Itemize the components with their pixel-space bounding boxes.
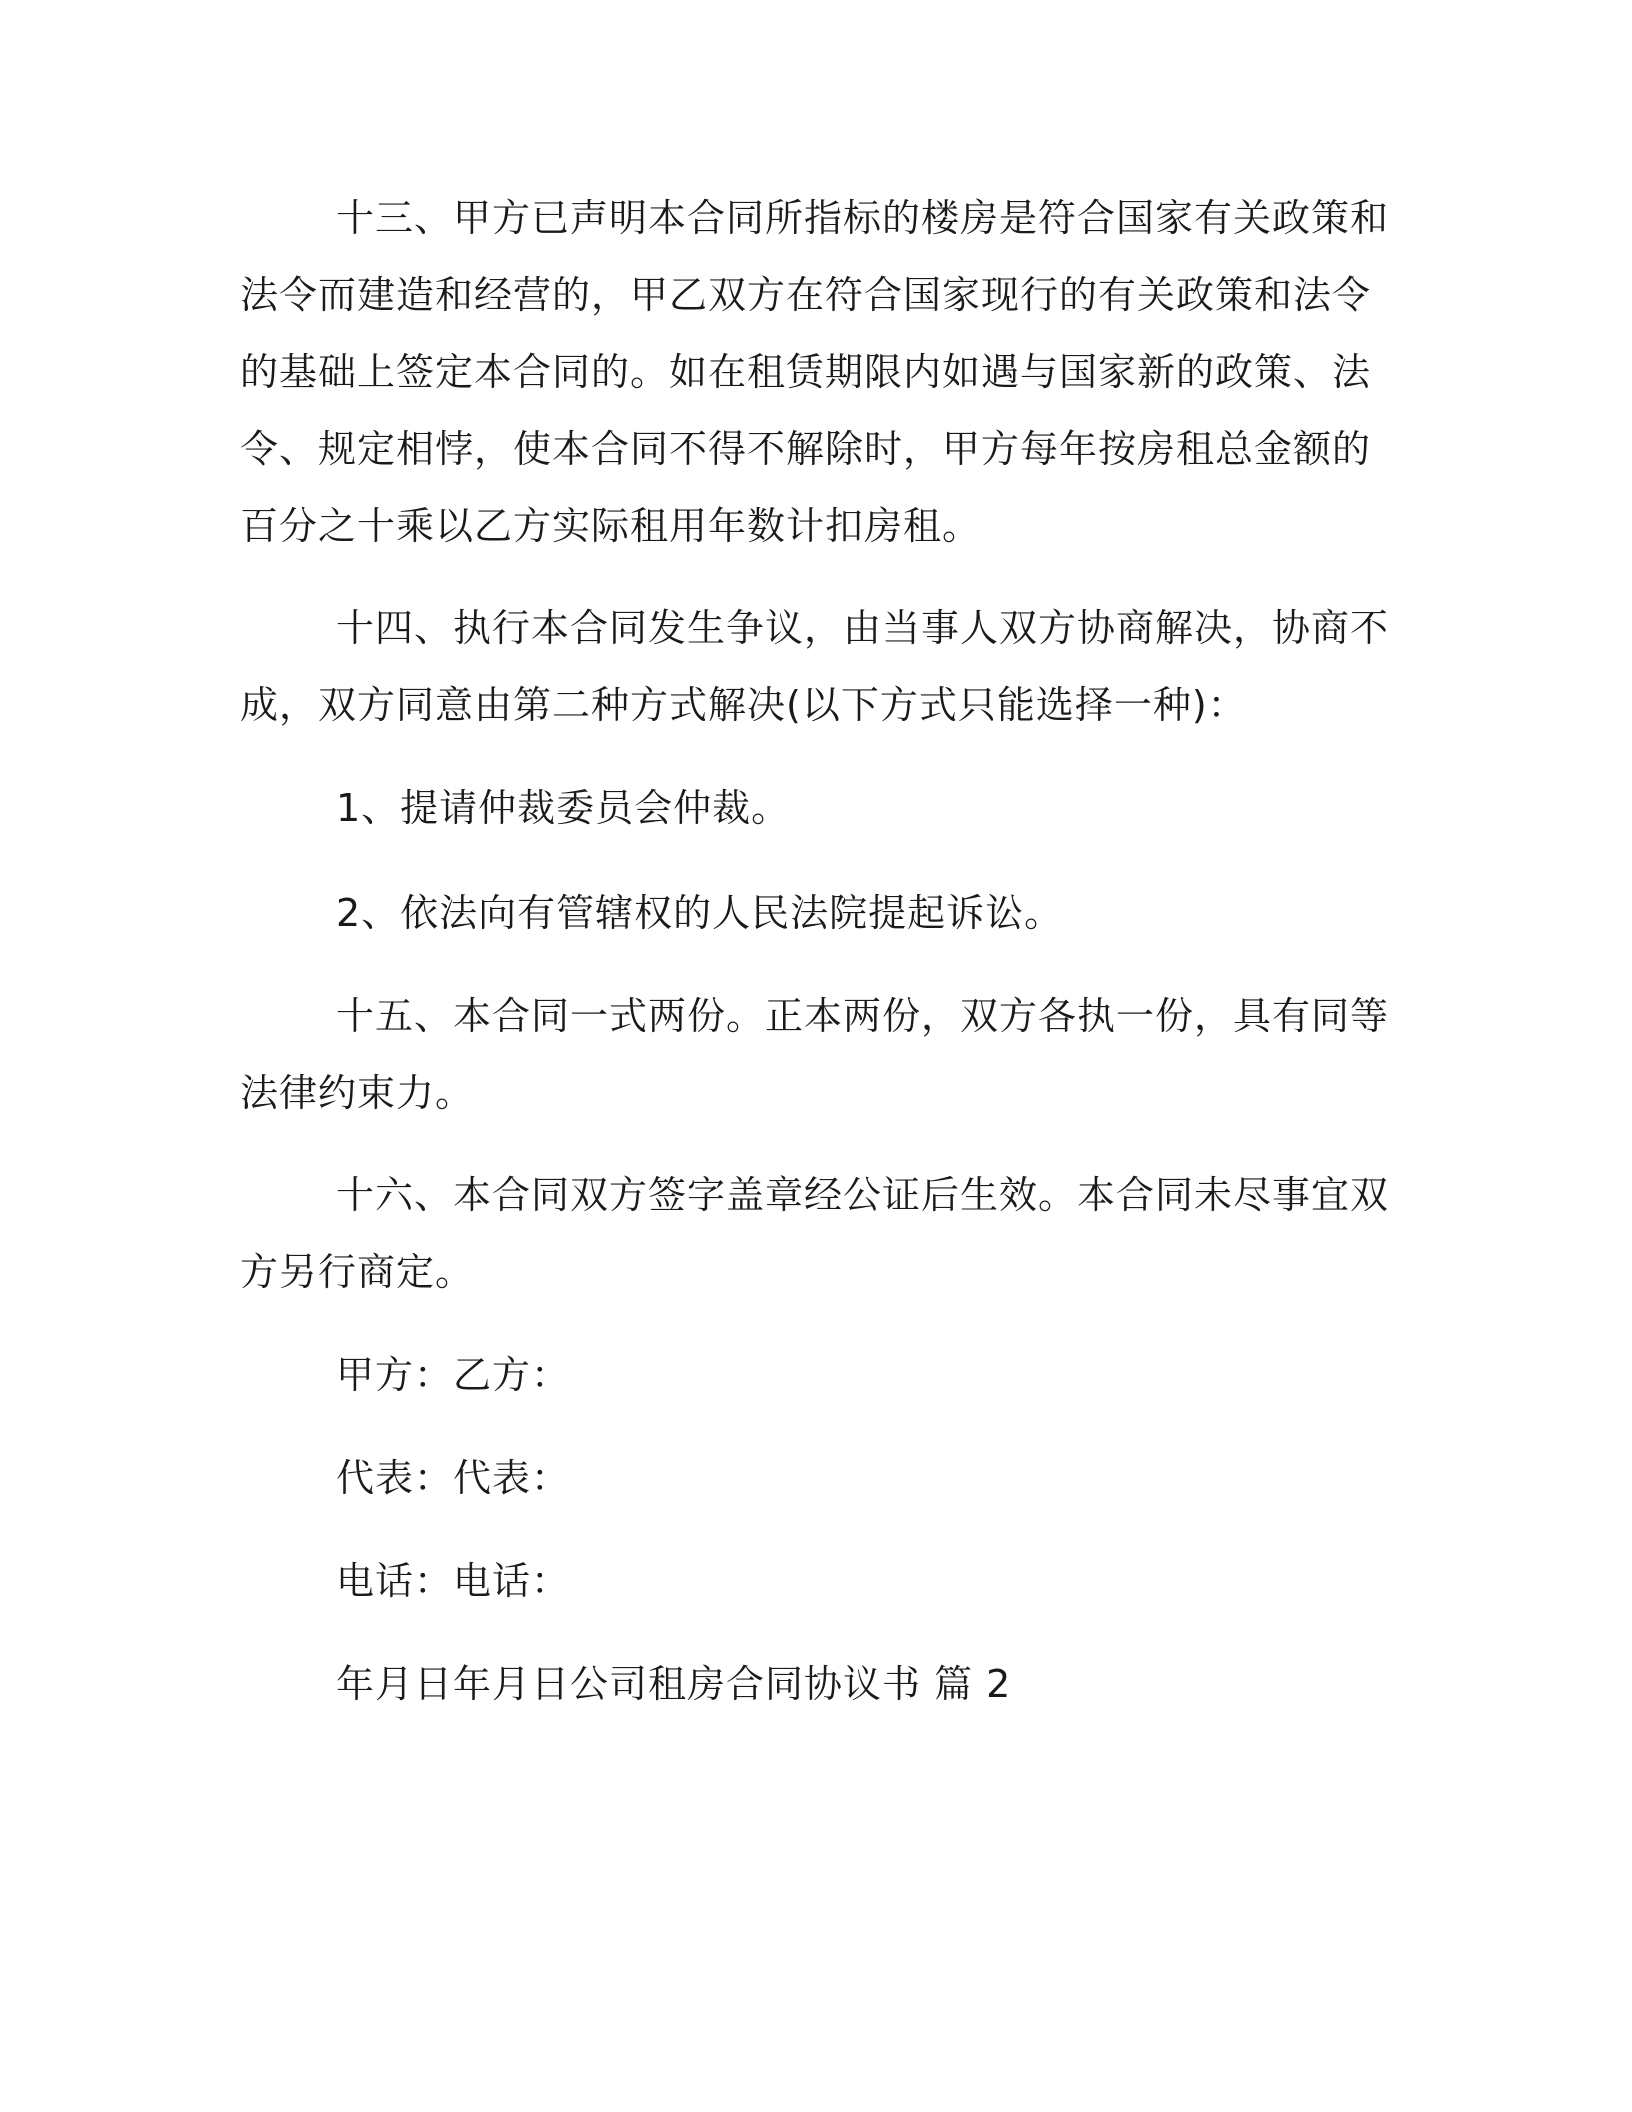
clause-13-paragraph: 十三、甲方已声明本合同所指标的楼房是符合国家有关政策和法令而建造和经营的，甲乙双方在符合国家现行的有关政策和法令的基础上签定本合同的。如在租赁期限内如遇与国家新的政策、法令、规定相悖，使本合同不得不解除时，甲方每年按房租总金额的百分之十乘以乙方实际租用年数计扣房租。 [240,196,1390,548]
phone-line: 电话：电话： [336,1559,571,1603]
date-and-next-title-line: 年月日年月日公司租房合同协议书 篇 2 [336,1662,1012,1706]
party-line: 甲方：乙方： [336,1353,571,1397]
option-1-paragraph: 1、提请仲裁委员会仲裁。 [336,786,791,830]
option-2-paragraph: 2、依法向有管辖权的人民法院提起诉讼。 [336,891,1064,935]
clause-15-paragraph: 十五、本合同一式两份。正本两份，双方各执一份，具有同等法律约束力。 [240,994,1390,1115]
clause-14-paragraph: 十四、执行本合同发生争议，由当事人双方协商解决，协商不成，双方同意由第二种方式解决(以下方式只能选择一种)： [240,606,1390,727]
clause-16-paragraph: 十六、本合同双方签字盖章经公证后生效。本合同未尽事宜双方另行商定。 [240,1173,1390,1294]
representative-line: 代表：代表： [336,1456,571,1500]
